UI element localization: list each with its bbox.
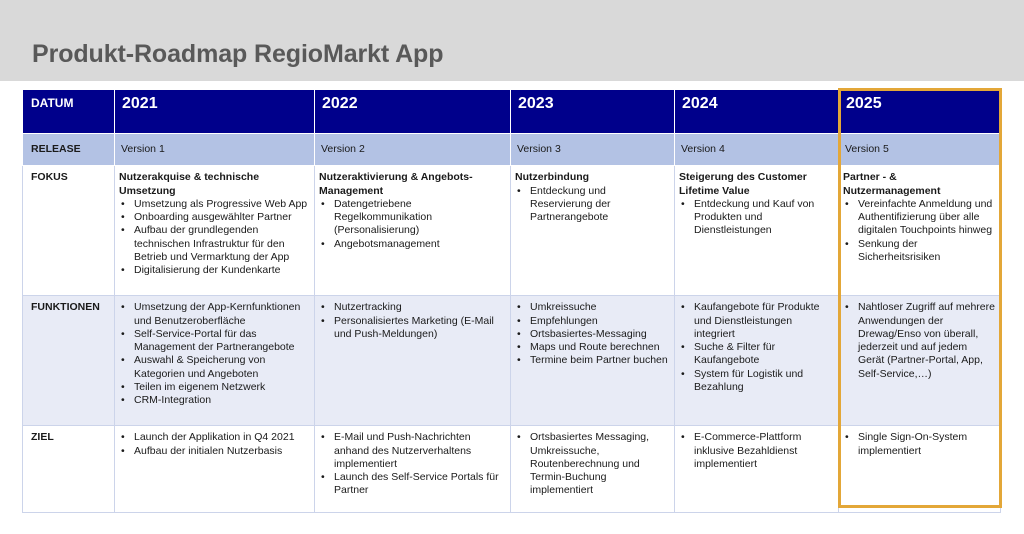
list-item: • Vereinfachte Anmeldung und Authentifizierung über alle digitalen Touchpoints hinweg: [843, 198, 996, 238]
ziel-cell: [675, 426, 839, 513]
row-label-datum: DATUM: [23, 90, 115, 134]
list-item: • Empfehlungen: [515, 315, 670, 328]
bullet-list: [843, 198, 996, 264]
funktionen-cell: [315, 296, 511, 426]
list-item: • Personalisiertes Marketing (E-Mail und Push-Meldungen): [319, 315, 506, 342]
list-item: • Launch der Applikation in Q4 2021: [119, 431, 310, 444]
list-item: • E-Mail und Push-Nachrichten anhand des Nutzerverhaltens implementiert: [319, 431, 506, 471]
year-2024: 2024: [675, 90, 839, 134]
list-item: • Ortsbasiertes-Messaging: [515, 328, 670, 341]
bullet-list: [679, 301, 834, 394]
bullet-list: [679, 431, 834, 471]
fokus-cell: [315, 166, 511, 296]
header-row: [23, 90, 1001, 134]
release-cell: Version 1: [115, 134, 315, 166]
row-label-release: RELEASE: [23, 134, 115, 166]
fokus-cell: [115, 166, 315, 296]
bullet-list: [319, 198, 506, 251]
page-title: Produkt-Roadmap RegioMarkt App: [32, 40, 444, 68]
list-item: • Single Sign-On-System implementiert: [843, 431, 996, 458]
list-item: • Ortsbasiertes Messaging, Umkreissuche, Routenberechnung und Termin-Buchung implementiert: [515, 431, 670, 497]
list-item: • Launch des Self-Service Portals für Partner: [319, 471, 506, 498]
release-cell: Version 2: [315, 134, 511, 166]
ziel-cell: [315, 426, 511, 513]
cell-heading: Nutzerakquise & technische Umsetzung: [119, 171, 260, 197]
release-cell: Version 3: [511, 134, 675, 166]
bullet-list: [119, 431, 310, 458]
list-item: • Self-Service-Portal für das Management der Partnerangebote: [119, 328, 310, 355]
list-item: • Auswahl & Speicherung von Kategorien und Angeboten: [119, 354, 310, 381]
bullet-list: [319, 301, 506, 341]
bullet-list: [119, 301, 310, 407]
fokus-cell: [511, 166, 675, 296]
bullet-list: [843, 431, 996, 458]
funktionen-row: [23, 296, 1001, 426]
list-item: • E-Commerce-Plattform inklusive Bezahldienst implementiert: [679, 431, 834, 471]
row-label-ziel: ZIEL: [23, 426, 115, 513]
bullet-list: [515, 431, 670, 497]
list-item: • Umsetzung als Progressive Web App: [119, 198, 310, 211]
fokus-cell: [839, 166, 1001, 296]
ziel-row: [23, 426, 1001, 513]
list-item: • Maps und Route berechnen: [515, 341, 670, 354]
roadmap-table: [22, 89, 1001, 513]
bullet-list: [319, 431, 506, 497]
release-cell: Version 5: [839, 134, 1001, 166]
list-item: • Umkreissuche: [515, 301, 670, 314]
cell-heading: Nutzerbindung: [515, 171, 590, 184]
year-2025: 2025: [839, 90, 1001, 134]
row-label-funktionen: FUNKTIONEN: [23, 296, 115, 426]
fokus-cell: [675, 166, 839, 296]
year-2023: 2023: [511, 90, 675, 134]
cell-heading: Nutzeraktivierung & Angebots-Management: [319, 171, 473, 197]
year-2021: 2021: [115, 90, 315, 134]
bullet-list: [119, 198, 310, 278]
title-bar: [0, 0, 1024, 81]
bullet-list: [515, 301, 670, 367]
list-item: • Digitalisierung der Kundenkarte: [119, 264, 310, 277]
list-item: • Senkung der Sicherheitsrisiken: [843, 238, 996, 265]
list-item: • Aufbau der initialen Nutzerbasis: [119, 445, 310, 458]
list-item: • Angebotsmanagement: [319, 238, 506, 251]
list-item: • Entdeckung und Reservierung der Partnerangebote: [515, 185, 670, 225]
cell-heading: Steigerung des Customer Lifetime Value: [679, 171, 807, 197]
release-cell: Version 4: [675, 134, 839, 166]
row-label-fokus: FOKUS: [23, 166, 115, 296]
funktionen-cell: [839, 296, 1001, 426]
bullet-list: [679, 198, 834, 238]
list-item: • Nutzertracking: [319, 301, 506, 314]
funktionen-cell: [675, 296, 839, 426]
bullet-list: [843, 301, 996, 381]
list-item: • Onboarding ausgewählter Partner: [119, 211, 310, 224]
list-item: • Aufbau der grundlegenden technischen Infrastruktur für den Betrieb und Vermarktung der App: [119, 224, 310, 264]
year-2022: 2022: [315, 90, 511, 134]
cell-heading: Partner - & Nutzermanagement: [843, 171, 941, 197]
funktionen-cell: [511, 296, 675, 426]
list-item: • Teilen im eigenem Netzwerk: [119, 381, 310, 394]
funktionen-cell: [115, 296, 315, 426]
ziel-cell: [839, 426, 1001, 513]
fokus-row: [23, 166, 1001, 296]
list-item: • System für Logistik und Bezahlung: [679, 368, 834, 395]
list-item: • Umsetzung der App-Kernfunktionen und Benutzeroberfläche: [119, 301, 310, 328]
list-item: • Datengetriebene Regelkommunikation (Personalisierung): [319, 198, 506, 238]
list-item: • Nahtloser Zugriff auf mehrere Anwendungen der Drewag/Enso von überall, jederzeit und auf jedem Gerät (Partner-Portal, App, Self-Service,…): [843, 301, 996, 381]
ziel-cell: [115, 426, 315, 513]
list-item: • CRM-Integration: [119, 394, 310, 407]
list-item: • Kaufangebote für Produkte und Dienstleistungen integriert: [679, 301, 834, 341]
release-row: [23, 134, 1001, 166]
list-item: • Entdeckung und Kauf von Produkten und Dienstleistungen: [679, 198, 834, 238]
list-item: • Termine beim Partner buchen: [515, 354, 670, 367]
list-item: • Suche & Filter für Kaufangebote: [679, 341, 834, 368]
bullet-list: [515, 185, 670, 225]
ziel-cell: [511, 426, 675, 513]
